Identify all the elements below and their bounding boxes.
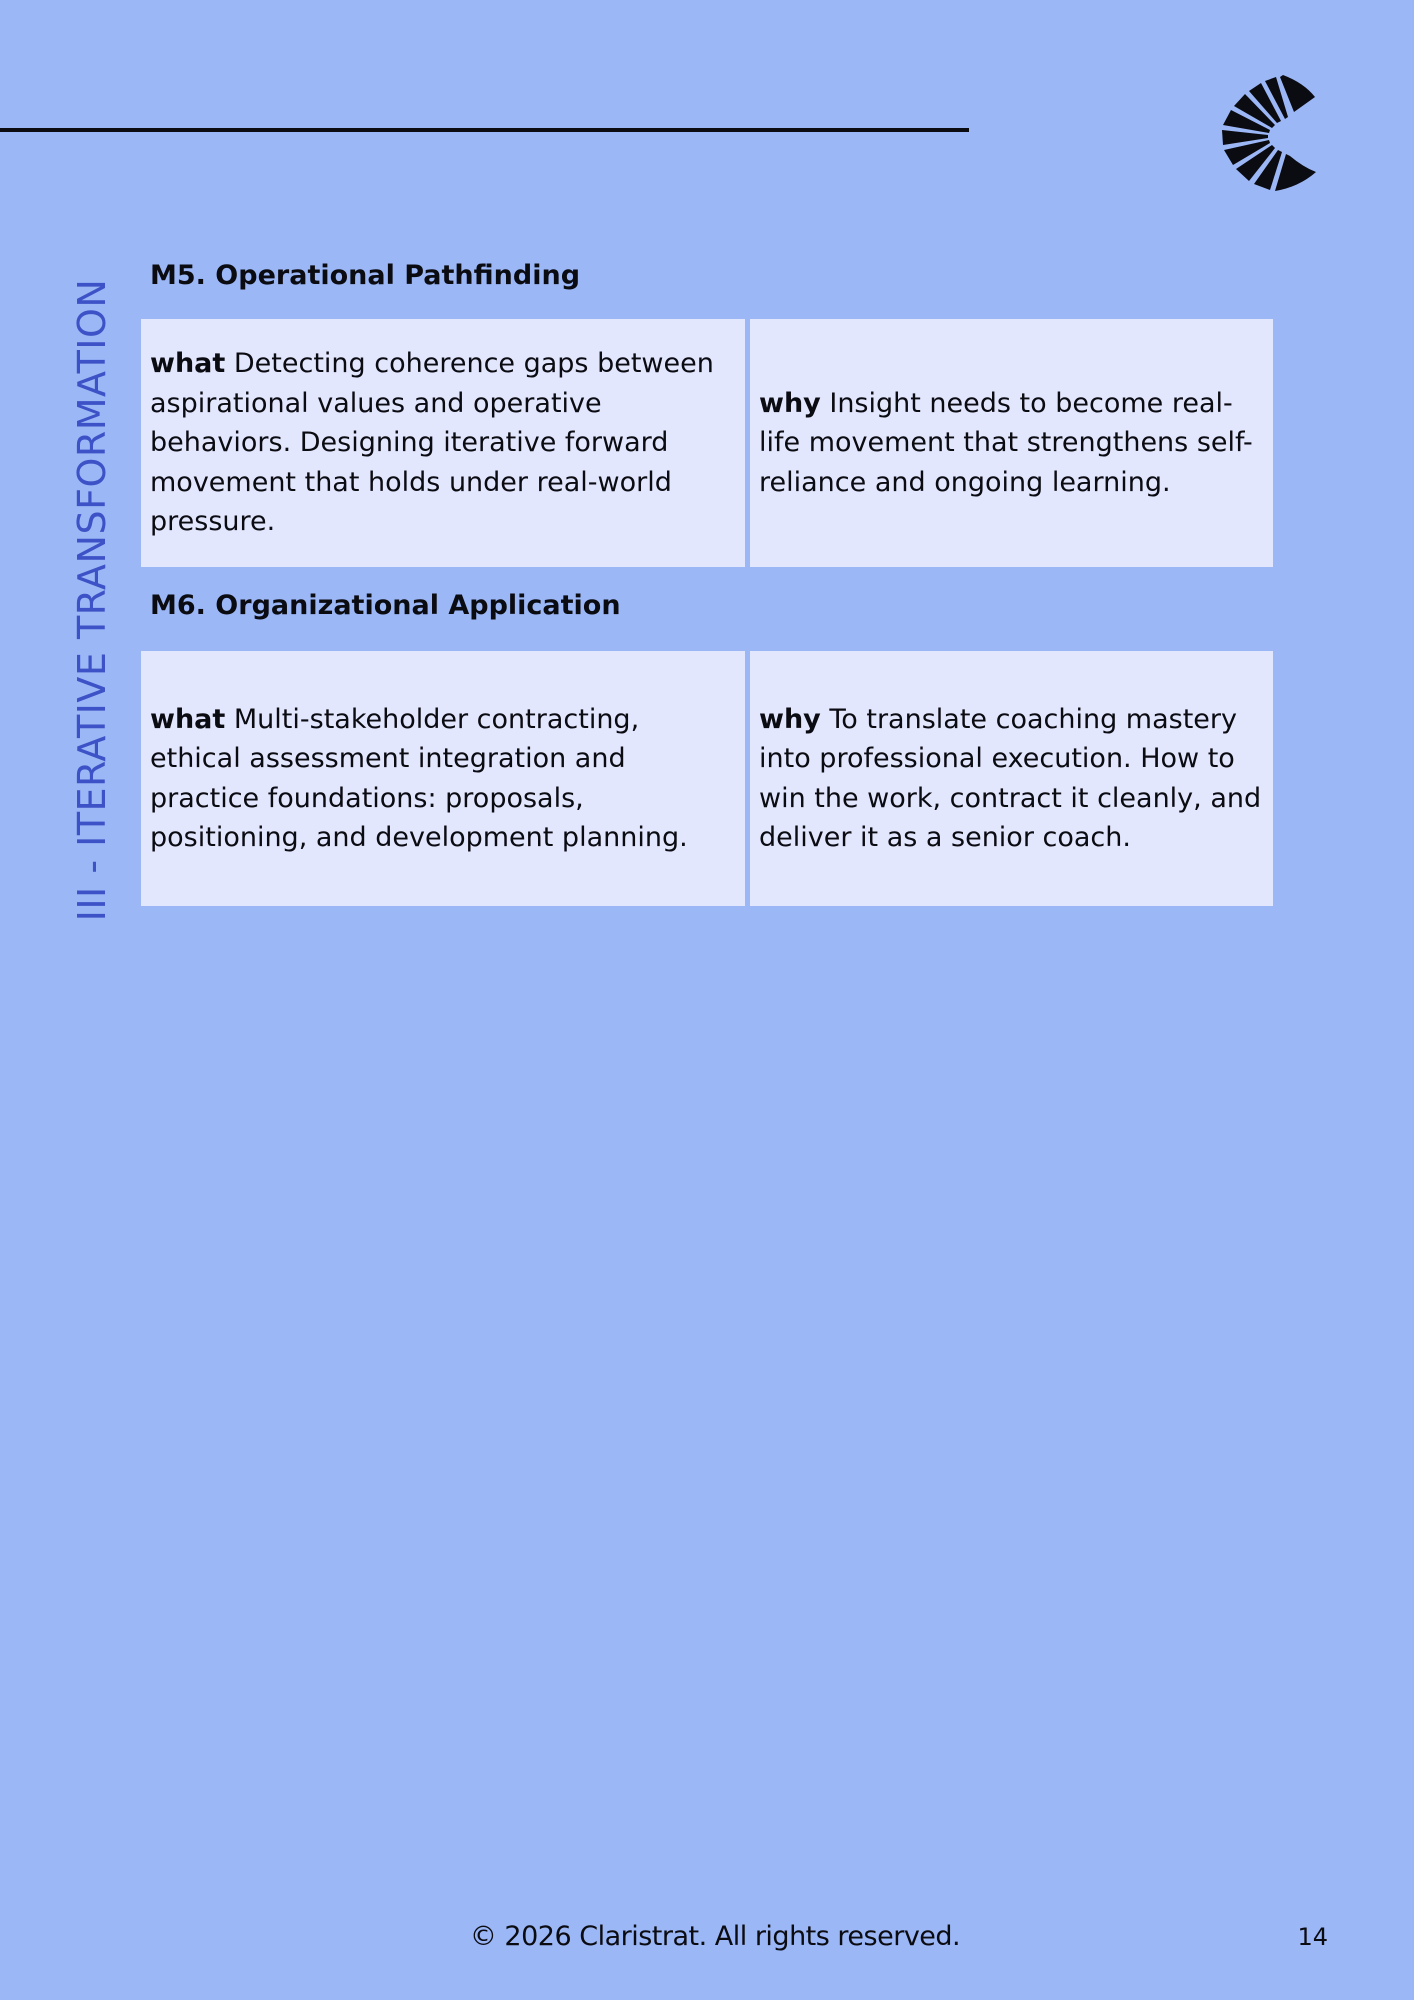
page-number: 14 bbox=[1297, 1923, 1328, 1951]
section-side-label: III - ITERATIVE TRANSFORMATION bbox=[70, 278, 114, 922]
m6-why-label: why bbox=[759, 703, 821, 735]
m6-why-text: To translate coaching mastery into professional execution. How to win the work, contract it cleanly, and deliver it as a senior coach. bbox=[759, 703, 1262, 853]
m5-why-paragraph bbox=[759, 384, 1263, 503]
m5-why-text: Insight needs to become real-life movement that strengthens self-reliance and ongoing learning. bbox=[759, 387, 1253, 498]
m5-what-text: Detecting coherence gaps between aspirational values and operative behaviors. Designing iterative forward movement that holds under real-world pressure. bbox=[150, 348, 714, 538]
m6-what-label: what bbox=[150, 703, 226, 735]
m6-why-cell bbox=[750, 651, 1273, 906]
module-title-m5: M5. Operational Pathfinding bbox=[150, 260, 581, 291]
header-rule bbox=[0, 128, 969, 132]
m6-why-paragraph bbox=[759, 700, 1263, 858]
footer-copyright: © 2026 Claristrat. All rights reserved. bbox=[469, 1921, 961, 1952]
m6-what-cell bbox=[141, 651, 745, 906]
claristrat-c-logo-icon bbox=[1219, 75, 1319, 191]
module-title-m6: M6. Organizational Application bbox=[150, 590, 621, 621]
m5-why-cell bbox=[750, 319, 1273, 567]
m5-why-label: why bbox=[759, 387, 821, 419]
m6-what-text: Multi-stakeholder contracting, ethical assessment integration and practice foundations: proposals, positioning, and development planning. bbox=[150, 703, 688, 853]
m5-what-label: what bbox=[150, 348, 226, 380]
m5-what-paragraph bbox=[150, 344, 735, 542]
m5-what-cell bbox=[141, 319, 745, 567]
m6-what-paragraph bbox=[150, 700, 735, 858]
